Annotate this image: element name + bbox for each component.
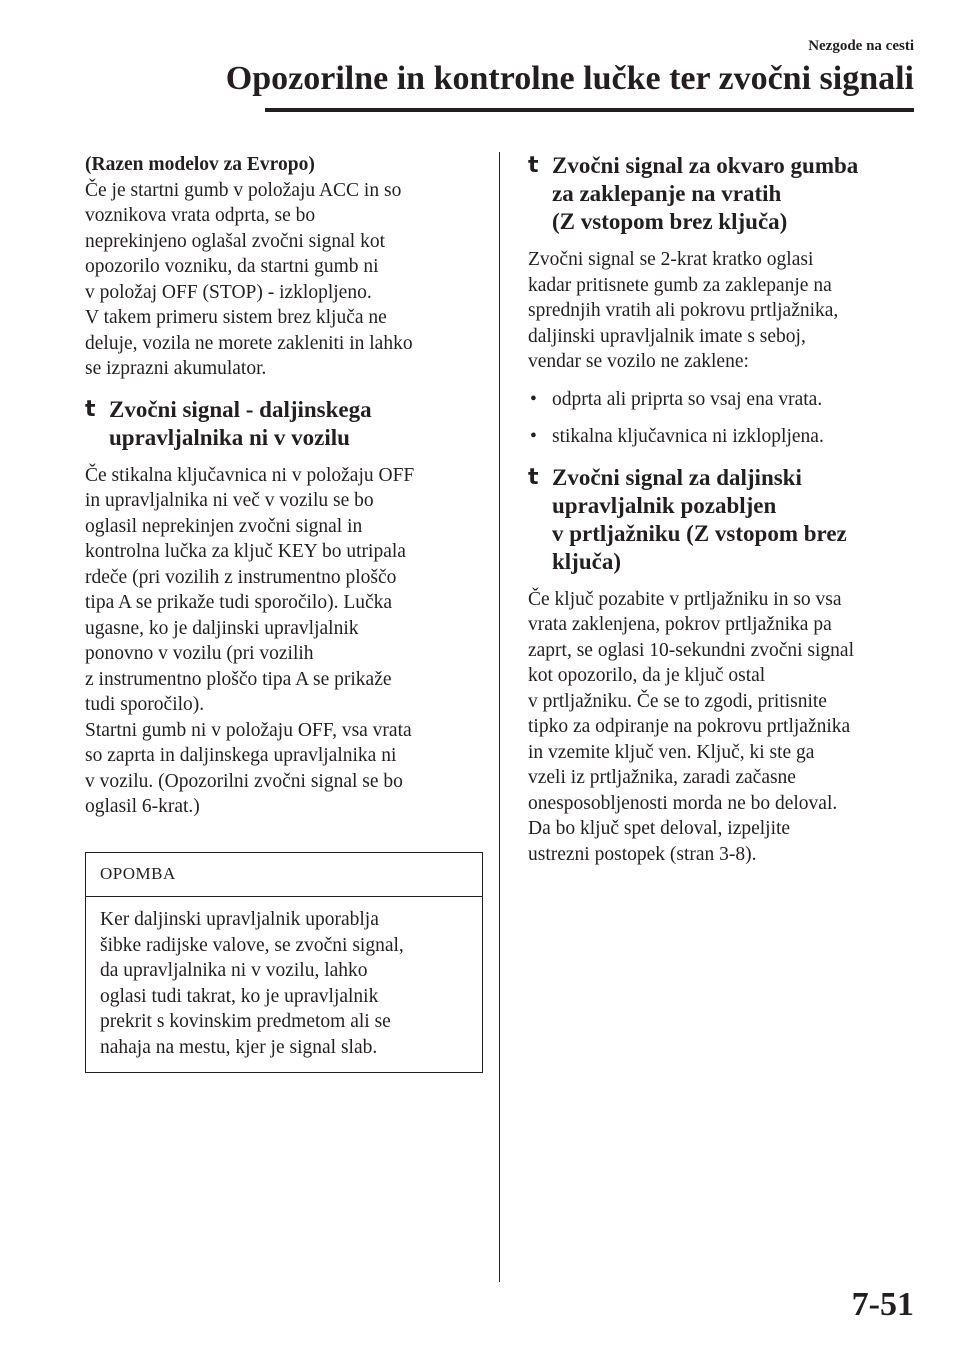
page-title: Opozorilne in kontrolne lučke ter zvočni signali xyxy=(225,60,914,97)
bullet-icon: • xyxy=(530,426,537,447)
section-body: Če ključ pozabite v prtljažniku in so vsa vrata zaklenjena, pokrov prtljažnika pa zaprt, se oglasi 10-sekundni zvočni signal kot opozorilo, da je ključ ostal v prtljažniku. Če se to zgodi, pritisnite tipko za odpiranje na pokrovu prtljažnika in vzemite ključ ven. Ključ, ki ste ga vzeli iz prtljažnika, zaradi začasne onesposobljenosti morda ne bo deloval. Da bo ključ spet deloval, izpeljite ustrezni postopek (stran 3-8). xyxy=(528,588,855,865)
section-body: Če stikalna ključavnica ni v položaju OFF in upravljalnika ni več v vozilu se bo oglasil neprekinjen zvočni signal in kontrolna lučka za ključ KEY bo utripala rdeče (pri vozilih z instrumentno ploščo tipa A se prikaže tudi sporočilo). Lučka ugasne, ko je daljinski upravljalnik ponovno v vozilu (pri vozilih z instrumentno ploščo tipa A se prikaže tudi sporočilo). Startni gumb ni v položaju OFF, vsa vrata so zaprta in daljinskega upravljalnika ni v vozilu. (Opozorilni zvočni signal se bo oglasil 6-krat.) xyxy=(85,464,415,817)
list-item-text: stikalna ključavnica ni izklopljena. xyxy=(552,426,824,447)
section-marker-icon: t xyxy=(528,153,539,178)
model-label: (Razen modelov za Evropo) xyxy=(85,154,315,175)
section-heading-text: Zvočni signal za okvaro gumba za zaklepanje na vratih (Z vstopom brez ključa) xyxy=(552,153,859,234)
list-item xyxy=(528,387,923,413)
condition-list xyxy=(528,387,923,450)
header-rule xyxy=(265,108,914,112)
note-body: Ker daljinski upravljalnik uporablja šibke radijske valove, se zvočni signal, da upravljalnika ni v vozilu, lahko oglasi tudi takrat, ko je upravljalnik prekrit s kovinskim predmetom ali se nahaja na mestu, kjer je signal slab. xyxy=(100,909,404,1058)
section-body: Zvočni signal se 2-krat kratko oglasi kadar pritisnete gumb za zaklepanje na sprednjih vratih ali pokrovu prtljažnika, daljinski upravljalnik imate s seboj, vendar se vozilo ne zaklene: xyxy=(528,249,839,372)
note-box xyxy=(85,852,483,1074)
bullet-icon: • xyxy=(530,388,537,410)
section-marker-icon: t xyxy=(528,464,539,490)
page-number: 7-51 xyxy=(851,1286,914,1323)
section-heading-text: Zvočni signal za daljinski upravljalnik pozabljen v prtljažniku (Z vstopom brez ključa) xyxy=(552,464,847,574)
intro-paragraph: Če je startni gumb v položaju ACC in so voznikova vrata odprta, se bo neprekinjeno oglašal zvočni signal kot opozorilo vozniku, da startni gumb ni v položaj OFF (STOP) - izklopljeno. V takem primeru sistem brez ključa ne deluje, vozila ne morete zakleniti in lahko se izprazni akumulator. xyxy=(85,179,413,379)
list-item xyxy=(528,424,923,450)
list-item-text: odprta ali priprta so vsaj ena vrata. xyxy=(552,388,823,410)
section-heading-remote-not-in-vehicle xyxy=(85,396,475,452)
column-divider xyxy=(499,152,500,1282)
left-column xyxy=(85,152,475,1073)
section-heading-lock-button-fault xyxy=(528,152,923,236)
section-heading-remote-left-in-trunk xyxy=(528,464,923,576)
section-name: Nezgode na cesti xyxy=(808,38,914,54)
section-heading-text: Zvočni signal - daljinskega upravljalnika ni v vozilu xyxy=(109,396,372,450)
note-title: OPOMBA xyxy=(86,853,482,898)
section-marker-icon: t xyxy=(85,396,96,422)
right-column xyxy=(528,152,923,867)
